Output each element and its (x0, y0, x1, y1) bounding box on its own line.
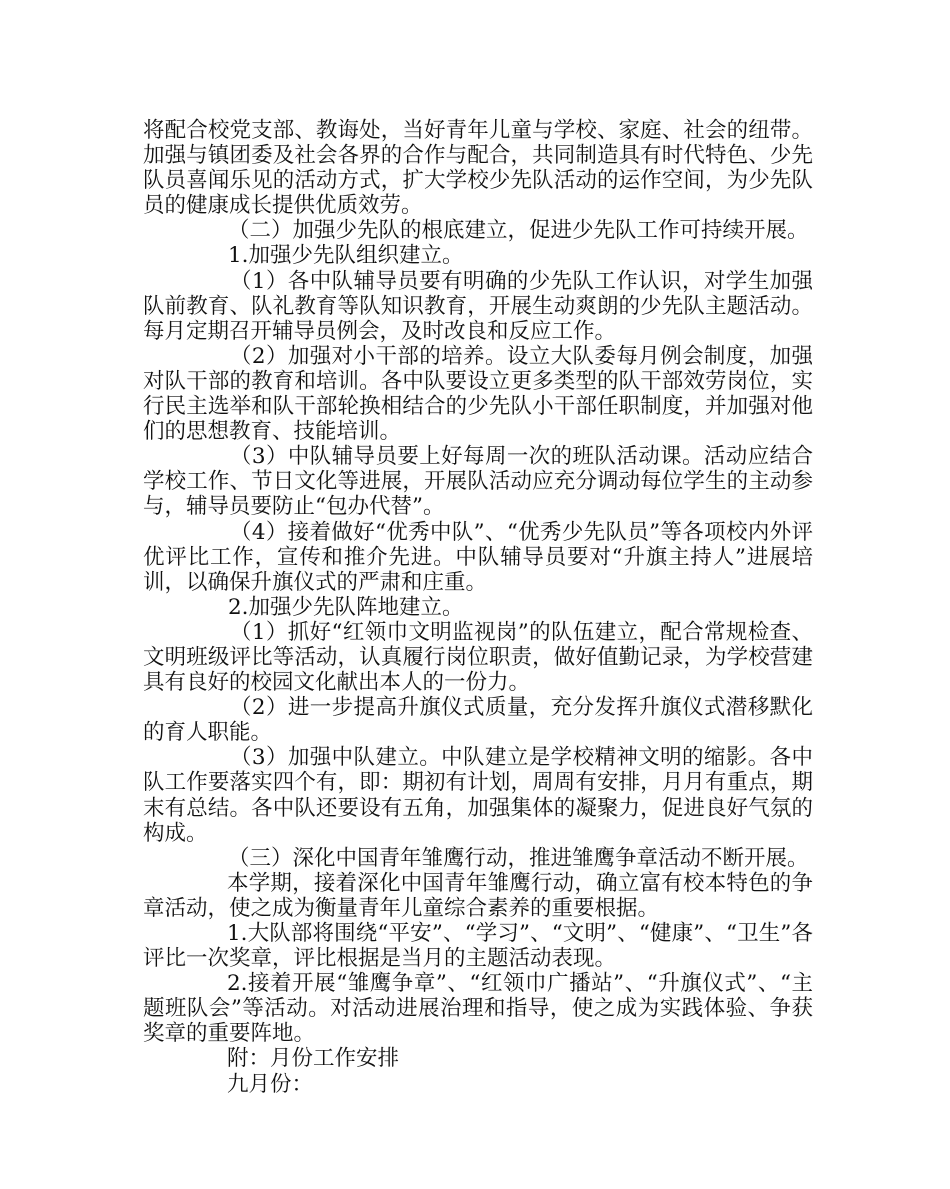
list-item-1: 1.大队部将围绕“平安”、“学习”、“文明”、“健康”、“卫生”各评比一次奖章，评比根据是当月的主题活动表现。 (143, 921, 813, 972)
section-heading-2: （二）加强少先队的根底建立，促进少先队工作可持续开展。 (228, 218, 809, 244)
item-1-4: （4）接着做好“优秀中队”、“优秀少先队员”等各项校内外评优评比工作，宣传和推介先进。中队辅导员要对“升旗主持人”进展培训，以确保升旗仪式的严肃和庄重。 (143, 519, 813, 595)
item-1-2: （2）加强对小干部的培养。设立大队委每月例会制度，加强对队干部的教育和培训。各中队要设立更多类型的队干部效劳岗位，实行民主选举和队干部轮换相结合的少先队小干部任职制度，并加强对他们的思想教育、技能培训。 (143, 343, 813, 445)
item-2-3: （3）加强中队建立。中队建立是学校精神文明的缩影。各中队工作要落实四个有，即：期初有计划，周周有安排，月月有重点，期末有总结。各中队还要设有五角，加强集体的凝聚力，促进良好气氛的构成。 (143, 745, 813, 846)
appendix-heading: 附：月份工作安排 (227, 1046, 400, 1072)
item-1-3: （3）中队辅导员要上好每周一次的班队活动课。活动应结合学校工作、节日文化等进展，开展队活动应充分调动每位学生的主动参与，辅导员要防止“包办代替”。 (143, 444, 813, 520)
list-item-2: 2.接着开展“雏鹰争章”、“红领巾广播站”、“升旗仪式”、“主题班队会”等活动。对活动进展治理和指导，使之成为实践体验、争获奖章的重要阵地。 (143, 971, 813, 1047)
document-body (143, 118, 813, 1097)
item-1-1: （1）各中队辅导员要有明确的少先队工作认识，对学生加强队前教育、队礼教育等队知识教育，开展生动爽朗的少先队主题活动。每月定期召开辅导员例会，及时改良和反应工作。 (143, 268, 813, 344)
month-heading-september: 九月份： (227, 1071, 314, 1097)
paragraph-semester: 本学期，接着深化中国青年雏鹰行动，确立富有校本特色的争章活动，使之成为衡量青年儿童综合素养的重要根据。 (143, 870, 813, 921)
paragraph-intro: 将配合校党支部、教诲处，当好青年儿童与学校、家庭、社会的纽带。加强与镇团委及社会各界的合作与配合，共同制造具有时代特色、少先队员喜闻乐见的活动方式，扩大学校少先队活动的运作空间，为少先队员的健康成长提供优质效劳。 (143, 118, 813, 219)
subheading-2: 2.加强少先队阵地建立。 (228, 594, 464, 620)
subheading-1: 1.加强少先队组织建立。 (228, 243, 464, 269)
section-heading-3: （三）深化中国青年雏鹰行动，推进雏鹰争章活动不断开展。 (228, 845, 809, 871)
item-2-1: （1）抓好“红领巾文明监视岗”的队伍建立，配合常规检查、文明班级评比等活动，认真履行岗位职责，做好值勤记录，为学校营建具有良好的校园文化献出本人的一份力。 (143, 619, 813, 696)
item-2-2: （2）进一步提高升旗仪式质量，充分发挥升旗仪式潜移默化的育人职能。 (143, 695, 813, 746)
